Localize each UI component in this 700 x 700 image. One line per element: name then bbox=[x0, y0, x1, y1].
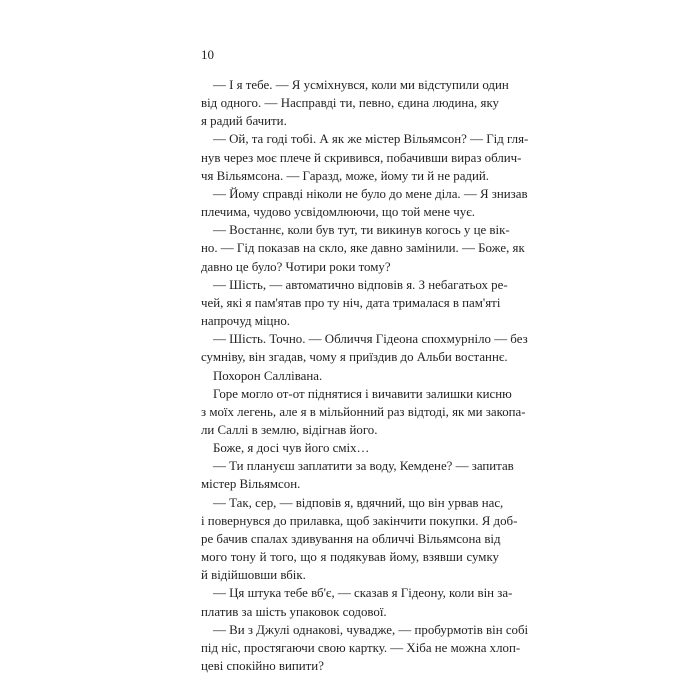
text-line: — Шість, — автоматично відповів я. З небагатьох ре- bbox=[213, 277, 508, 292]
text-line: містер Вільямсон. bbox=[201, 477, 301, 492]
text-line: я радий бачити. bbox=[201, 114, 287, 129]
text-line: плечима, чудово усвідомлюючи, що той мене чує. bbox=[201, 205, 475, 220]
text-line: — Ти плануєш заплатити за воду, Кемдене? — запитав bbox=[213, 459, 514, 474]
text-line: нув через моє плече й скривився, побачивши вираз облич- bbox=[201, 150, 522, 165]
text-line: чей, які я пам'ятав про ту ніч, дата трималася в пам'яті bbox=[201, 295, 501, 310]
body-text bbox=[201, 76, 529, 675]
text-line: — Ой, та годі тобі. А як же містер Вільямсон? — Гід гля- bbox=[213, 132, 529, 147]
text-line: від одного. — Насправді ти, певно, єдина людина, яку bbox=[201, 96, 499, 111]
text-line: ре бачив спалах здивування на обличчі Вільямсона від bbox=[201, 531, 501, 546]
text-line: Боже, я досі чув його сміх… bbox=[213, 441, 370, 456]
text-line: платив за шість упаковок содової. bbox=[201, 604, 387, 619]
text-line: — Йому справді ніколи не було до мене діла. — Я знизав bbox=[213, 186, 528, 201]
text-line: — Так, сер, — відповів я, вдячний, що він урвав нас, bbox=[213, 495, 504, 510]
text-line: — Ця штука тебе вб'є, — сказав я Гідеону, коли він за- bbox=[213, 586, 513, 601]
text-line: давно це було? Чотири роки тому? bbox=[201, 259, 391, 274]
text-line: Горе могло от-от піднятися і вичавити залишки кисню bbox=[213, 386, 512, 401]
text-line: цеві спокійно випити? bbox=[201, 659, 324, 673]
page-number: 10 bbox=[201, 47, 214, 62]
text-line: чя Вільямсона. — Гаразд, може, йому ти й не радий. bbox=[201, 168, 490, 183]
text-line: Похорон Саллівана. bbox=[213, 368, 323, 383]
text-line: но. — Гід показав на скло, яке давно замінили. — Боже, як bbox=[201, 241, 525, 256]
text-line: з моїх легень, але я в мільйонний раз відтоді, як ми закопа- bbox=[201, 404, 526, 419]
text-line: — І я тебе. — Я усміхнувся, коли ми відступили один bbox=[213, 78, 509, 92]
text-line: під ніс, простягаючи свою картку. — Хіба не можна хлоп- bbox=[201, 640, 521, 655]
text-line: напрочуд міцно. bbox=[201, 314, 291, 329]
text-line: ли Саллі в землю, відігнав його. bbox=[201, 422, 378, 437]
text-line: мого тону й того, що я подякував йому, взявши сумку bbox=[201, 550, 499, 565]
text-line: — Ви з Джулі однакові, чувадже, — пробурмотів він собі bbox=[213, 622, 529, 637]
text-line: і повернувся до прилавка, щоб закінчити покупки. Я доб- bbox=[201, 513, 518, 528]
text-line: сумніву, він згадав, чому я приїздив до Альби востаннє. bbox=[201, 350, 508, 365]
text-line: й відійшовши вбік. bbox=[201, 568, 306, 583]
text-line: — Шість. Точно. — Обличчя Гідеона спохмурніло — без bbox=[213, 332, 528, 347]
text-line: — Востаннє, коли був тут, ти викинув когось у це вік- bbox=[213, 223, 510, 238]
